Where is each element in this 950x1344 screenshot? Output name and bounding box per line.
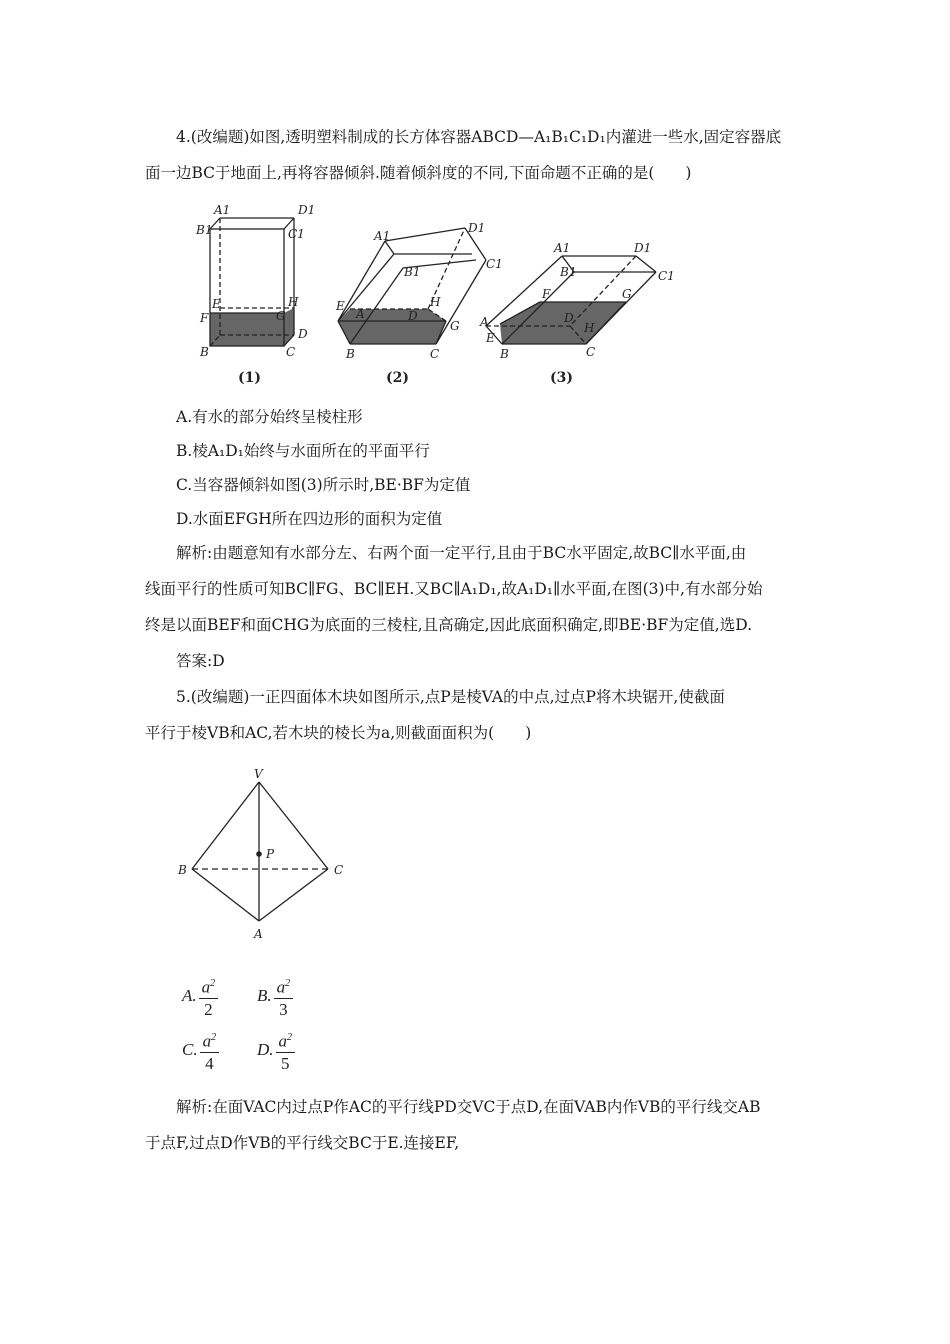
fig1-caption: (1) [238, 370, 261, 386]
fig5-label-B: B [178, 863, 187, 877]
fig2-label-D1: D1 [468, 221, 486, 235]
option-exponent: 2 [287, 1032, 293, 1043]
fig3-caption: (3) [550, 370, 573, 386]
fig5-label-C: C [334, 863, 344, 877]
option-exponent: 2 [211, 1032, 217, 1043]
q4-figure-1 [210, 218, 294, 346]
q4-figures [190, 196, 680, 388]
fig3-label-A1: A1 [554, 241, 571, 255]
q4-figure-2 [338, 228, 486, 344]
option-numerator: a [202, 1031, 212, 1051]
fig2-label-E: E [336, 299, 345, 313]
option-denominator: 4 [205, 1053, 214, 1073]
q4-answer: 答案:D [176, 652, 225, 670]
fig3-label-E: E [486, 331, 495, 345]
fig5-label-A: A [254, 927, 263, 941]
q4-stem-line2: 面一边BC于地面上,再将容器倾斜.随着倾斜度的不同,下面命题不正确的是( ) [145, 164, 692, 182]
fig5-label-P: P [266, 847, 275, 861]
q4-option-b: B.棱A₁D₁始终与水面所在的平面平行 [176, 442, 430, 460]
option-denominator: 2 [204, 999, 213, 1019]
fig2-label-D: D [408, 309, 418, 323]
fig3-label-D1: D1 [634, 241, 652, 255]
q4-analysis-line2: 线面平行的性质可知BC∥FG、BC∥EH.又BC∥A₁D₁,故A₁D₁∥水平面,在图(3)中,有水部分始 [145, 580, 763, 598]
fig3-label-B1: B1 [560, 265, 577, 279]
q4-option-c: C.当容器倾斜如图(3)所示时,BE·BF为定值 [176, 476, 471, 494]
fig3-label-D: D [564, 311, 574, 325]
q5-analysis-line1: 解析:在面VAC内过点P作AC的平行线PD交VC于点D,在面VAB内作VB的平行线交AB [176, 1098, 761, 1116]
fig1-label-A1: A1 [214, 203, 231, 217]
fig2-label-G: G [450, 319, 460, 333]
point-p [256, 851, 262, 857]
fig2-label-H: H [430, 295, 441, 309]
q5-option-b [257, 974, 293, 1021]
fig1-label-F: F [200, 311, 209, 325]
q4-figure-1-labels [195, 203, 315, 386]
fig1-label-C1: C1 [288, 227, 305, 241]
q5-stem-line1: 5.(改编题)一正四面体木块如图所示,点P是棱VA的中点,过点P将木块锯开,使截面 [176, 688, 725, 706]
q4-option-d: D.水面EFGH所在四边形的面积为定值 [176, 510, 443, 528]
q4-analysis-line3: 终是以面BEF和面CHG为底面的三棱柱,且高确定,因此底面积确定,即BE·BF为定值,选D. [145, 616, 753, 634]
fig5-label-V: V [254, 767, 263, 781]
option-letter: D. [257, 1040, 274, 1060]
fig1-label-H: H [288, 295, 299, 309]
q4-analysis-line1: 解析:由题意知有水部分左、右两个面一定平行,且由于BC水平固定,故BC∥水平面,由 [176, 544, 747, 562]
option-exponent: 2 [210, 978, 216, 989]
fig3-label-H: H [584, 321, 595, 335]
fig1-label-B: B [200, 345, 209, 359]
fig2-label-C: C [430, 347, 440, 361]
fig1-label-D: D [298, 327, 308, 341]
option-numerator: a [201, 977, 211, 997]
q4-stem-line1: 4.(改编题)如图,透明塑料制成的长方体容器ABCD—A₁B₁C₁D₁内灌进一些水,固定容器底 [176, 128, 782, 146]
q5-option-d [257, 1028, 295, 1075]
fig2-label-A1: A1 [374, 229, 391, 243]
fig1-label-D1: D1 [298, 203, 316, 217]
fig2-caption: (2) [386, 370, 409, 386]
fig1-label-E: E [212, 297, 221, 311]
fig2-label-A: A [356, 307, 365, 321]
option-letter: B. [257, 986, 272, 1006]
q5-option-a [182, 974, 218, 1021]
q5-stem-line2: 平行于棱VB和AC,若木块的棱长为a,则截面面积为( ) [145, 724, 532, 742]
fig1-label-G: G [276, 309, 286, 323]
option-exponent: 2 [285, 978, 291, 989]
fig3-label-A: A [480, 315, 489, 329]
q5-analysis-line2: 于点F,过点D作VB的平行线交BC于E.连接EF, [145, 1134, 460, 1152]
option-denominator: 3 [279, 999, 288, 1019]
fig3-label-F: F [542, 287, 551, 301]
option-letter: A. [182, 986, 197, 1006]
option-denominator: 5 [281, 1053, 290, 1073]
fig2-label-B1: B1 [404, 265, 421, 279]
q5-option-c [182, 1028, 219, 1075]
fig3-label-B: B [500, 347, 509, 361]
q5-tetrahedron-figure [170, 764, 360, 944]
q4-figure-2-labels [335, 221, 503, 386]
fig1-label-C: C [286, 345, 296, 359]
fig1-label-B1: B1 [196, 223, 213, 237]
q4-option-a: A.有水的部分始终呈棱柱形 [176, 408, 363, 426]
option-numerator: a [278, 1031, 288, 1051]
fig3-label-C: C [586, 345, 596, 359]
fig3-label-G: G [622, 287, 632, 301]
fig2-label-B: B [346, 347, 355, 361]
option-numerator: a [276, 977, 286, 997]
fig2-label-C1: C1 [486, 257, 503, 271]
fig3-label-C1: C1 [658, 269, 675, 283]
option-letter: C. [182, 1040, 198, 1060]
